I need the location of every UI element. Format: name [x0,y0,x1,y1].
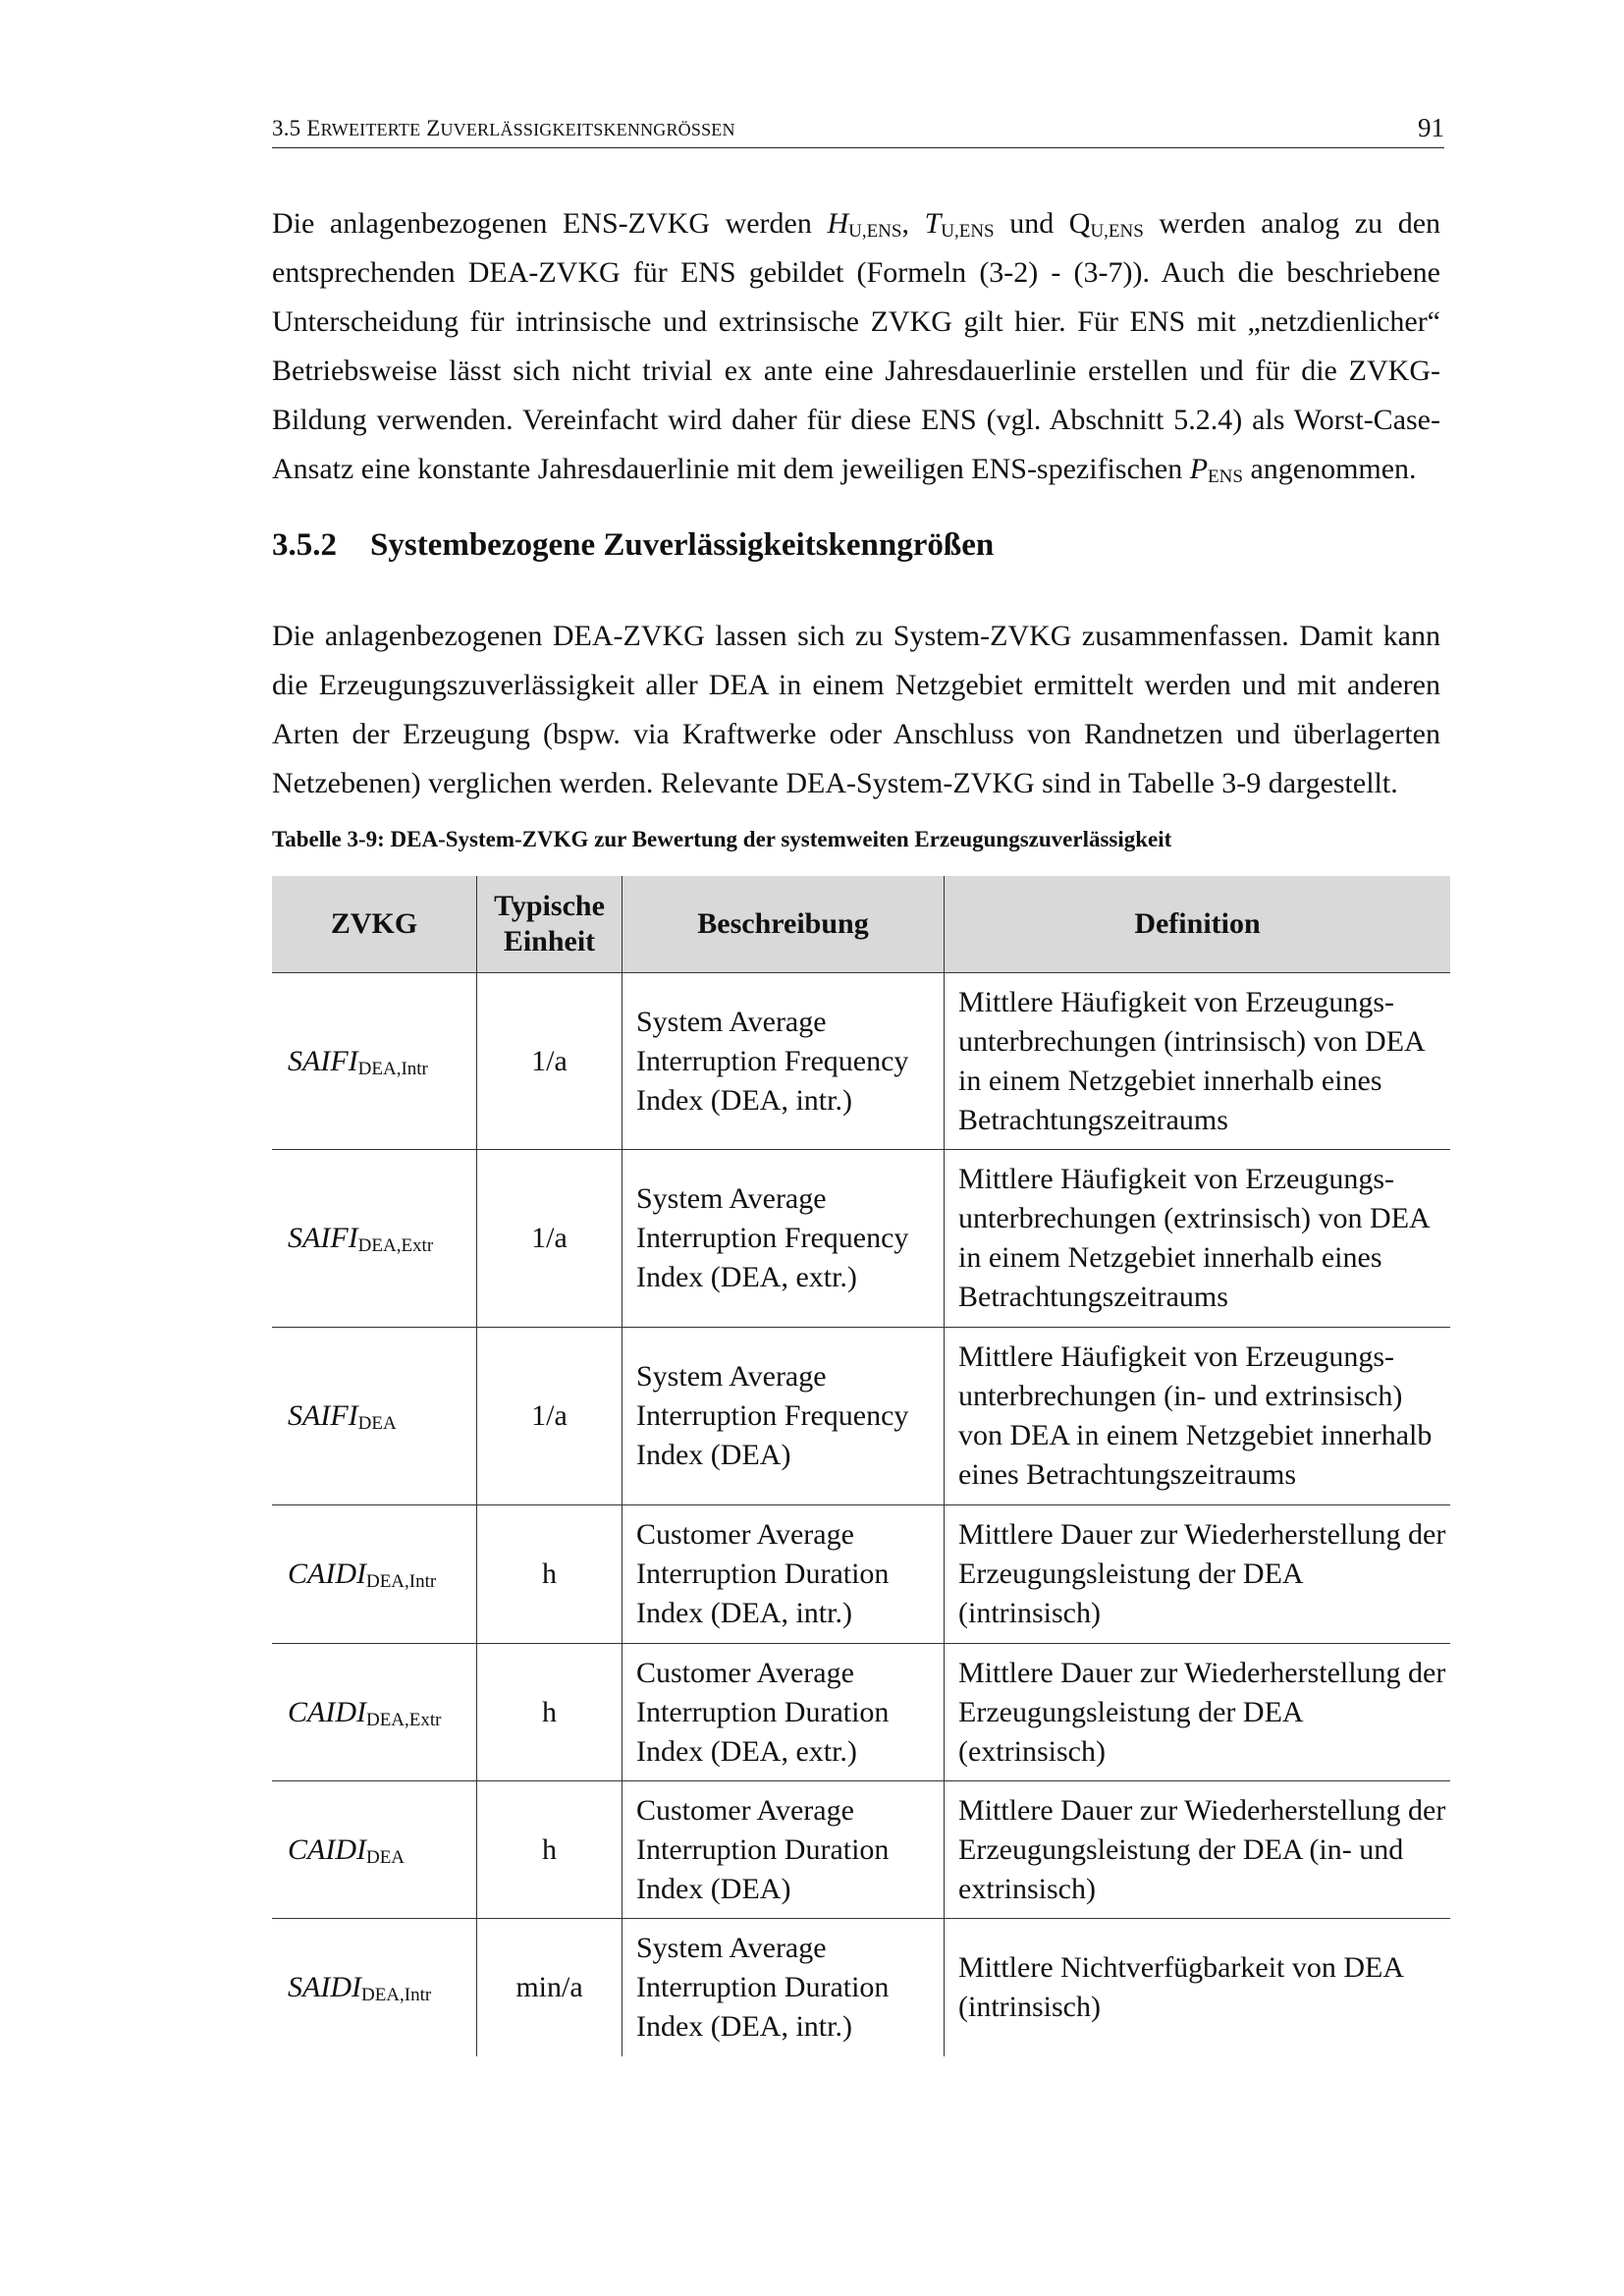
text-line [272,396,1440,445]
header-title-part: Z [420,116,441,140]
page-number: 91 [1418,113,1444,142]
cell-definition [945,1505,1451,1644]
zvkg-symbol: SAIFI [288,1222,358,1254]
definition-text: Mittlere Häufigkeit von Erzeugungs- unterbrechungen (in- und extrinsisch) von DEA in einem Netzgebiet innerhalb eines Betrachtungszeitraums [958,1340,1433,1491]
zvkg-subscript: DEA,Extr [365,1709,442,1730]
table-row [272,1781,1450,1919]
table-row [272,973,1450,1150]
header-zvkg: ZVKG [272,876,477,973]
description-text: Customer Average Interruption Duration Index (DEA) [636,1793,890,1905]
definition-text: Mittlere Dauer zur Wiederherstellung der Erzeugungsleistung der DEA (intrinsisch) [958,1518,1446,1629]
zvkg-subscript: DEA [357,1413,397,1434]
cell-description [623,1919,945,2056]
cell-zvkg [272,1781,477,1919]
cell-description [623,1781,945,1919]
cell-zvkg [272,1644,477,1781]
description-text: Customer Average Interruption Duration Index (DEA, intr.) [636,1518,890,1629]
cell-zvkg [272,973,477,1150]
cell-description [623,1505,945,1644]
italic-symbol: T [924,207,942,240]
italic-symbol: H [827,207,849,240]
cell-definition [945,1150,1451,1328]
definition-text: Mittlere Dauer zur Wiederherstellung der Erzeugungsleistung der DEA (in- und extrinsisch) [958,1793,1446,1905]
cell-zvkg [272,1328,477,1505]
text-run: Die anlagenbezogenen DEA-ZVKG lassen sich zu System-ZVKG zusammenfassen. Damit kann [272,620,1440,652]
definition-text: Mittlere Häufigkeit von Erzeugungs- unterbrechungen (intrinsisch) von DEA in einem Netzgebiet innerhalb eines Betrachtungszeitraums [958,985,1426,1136]
cell-description [623,1644,945,1781]
definition-text: Mittlere Häufigkeit von Erzeugungs- unterbrechungen (extrinsisch) von DEA in einem Netzgebiet innerhalb eines Betrachtungszeitraums [958,1163,1431,1313]
text-run: und Q [994,207,1091,240]
header-unit: Typische Einheit [477,876,623,973]
italic-symbol: P [1189,453,1209,485]
text-run: Bildung verwenden. Vereinfacht wird daher für diese ENS (vgl. Abschnitt 5.2.4) als Worst-Case- [272,404,1440,436]
text-run: werden analog zu den [1143,207,1441,240]
cell-unit: min/a [477,1919,623,2056]
definition-text: Mittlere Dauer zur Wiederherstellung der Erzeugungsleistung der DEA (extrinsisch) [958,1656,1446,1768]
section-title: Systembezogene Zuverlässigkeitskenngrößen [370,527,995,563]
table-row [272,1919,1450,2056]
header-title-part: E [306,116,321,140]
zvkg-symbol: SAIDI [288,1970,361,2003]
cell-zvkg [272,1150,477,1328]
cell-unit: h [477,1505,623,1644]
cell-zvkg [272,1505,477,1644]
running-header [272,110,1444,148]
text-run: Ansatz eine konstante Jahresdauerlinie mit dem jeweiligen ENS-spezifischen [272,453,1190,485]
description-text: System Average Interruption Duration Index (DEA, intr.) [636,1931,890,2043]
text-run: Unterscheidung für intrinsische und extrinsische ZVKG gilt hier. Für ENS mit „netzdienlicher“ [272,305,1440,338]
zvkg-subscript: DEA,Intr [360,1984,432,2005]
table-header-row [272,876,1450,973]
zvkg-symbol: SAIFI [288,1399,358,1432]
zvkg-subscript: DEA,Intr [365,1571,437,1592]
header-title-part: RWEITERTE [320,120,421,139]
paragraph-system-zvkg [272,612,1440,808]
table-caption: Tabelle 3-9: DEA-System-ZVKG zur Bewertung der systemweiten Erzeugungszuverlässigkeit [272,827,1172,851]
subscript: U,ENS [941,221,995,242]
table-row [272,1328,1450,1505]
zvkg-symbol: CAIDI [288,1695,366,1728]
header-description: Beschreibung [623,876,945,973]
text-line [272,445,1440,494]
header-definition: Definition [945,876,1451,973]
table-row [272,1505,1450,1644]
dea-system-zvkg-table [272,876,1450,2056]
text-line [272,298,1440,347]
section-heading [272,527,994,564]
header-title-part: UVERLÄSSIGKEITSKENNGRÖSSEN [440,120,735,139]
running-header-title: 3.5 ERWEITERTE ZUVERLÄSSIGKEITSKENNGRÖSSEN [272,116,735,140]
subscript: U,ENS [1090,221,1144,242]
cell-definition [945,973,1451,1150]
cell-description [623,1150,945,1328]
cell-definition [945,1644,1451,1781]
text-line [272,347,1440,396]
cell-definition [945,1328,1451,1505]
cell-unit: 1/a [477,1150,623,1328]
table-row [272,1644,1450,1781]
subscript: U,ENS [848,221,902,242]
text-run: die Erzeugungszuverlässigkeit aller DEA in einem Netzgebiet ermittelt werden und mit anderen [272,669,1440,701]
zvkg-subscript: DEA [365,1846,406,1868]
cell-definition [945,1781,1451,1919]
text-line [272,661,1440,710]
table-row [272,1150,1450,1328]
text-run: entsprechenden DEA-ZVKG für ENS gebildet (Formeln (3-2) - (3-7)). Auch die beschriebene [272,256,1440,289]
subscript: ENS [1208,466,1243,487]
description-text: Customer Average Interruption Duration Index (DEA, extr.) [636,1656,890,1768]
section-number: 3.5.2 [272,527,337,563]
text-line [272,612,1440,661]
zvkg-subscript: DEA,Intr [357,1058,428,1079]
zvkg-symbol: SAIFI [288,1044,358,1077]
cell-zvkg [272,1919,477,2056]
cell-unit: h [477,1781,623,1919]
definition-text: Mittlere Nichtverfügbarkeit von DEA (intrinsisch) [958,1950,1405,2023]
text-line [272,199,1440,248]
cell-description [623,1328,945,1505]
text-line [272,248,1440,298]
text-line [272,710,1440,759]
text-line [272,759,1440,808]
cell-definition [945,1919,1451,2056]
zvkg-symbol: CAIDI [288,1832,366,1866]
cell-unit: h [477,1644,623,1781]
text-run: Betriebsweise lässt sich nicht trivial ex ante eine Jahresdauerlinie erstellen und für die ZVKG- [272,355,1440,387]
description-text: System Average Interruption Frequency Index (DEA, intr.) [636,1005,909,1117]
cell-description [623,973,945,1150]
paragraph-ens-zvkg [272,199,1440,494]
text-run: angenommen. [1242,453,1417,485]
text-run: , [901,207,925,240]
description-text: System Average Interruption Frequency Index (DEA) [636,1360,909,1471]
cell-unit: 1/a [477,1328,623,1505]
text-run: Die anlagenbezogenen ENS-ZVKG werden [272,207,828,240]
description-text: System Average Interruption Frequency Index (DEA, extr.) [636,1182,909,1293]
text-run: Netzebenen) verglichen werden. Relevante DEA-System-ZVKG sind in Tabelle 3-9 dargestellt. [272,767,1398,799]
zvkg-subscript: DEA,Extr [357,1235,434,1256]
zvkg-symbol: CAIDI [288,1558,366,1590]
text-run: Arten der Erzeugung (bspw. via Kraftwerke oder Anschluss von Randnetzen und überlagerten [272,718,1440,750]
cell-unit: 1/a [477,973,623,1150]
